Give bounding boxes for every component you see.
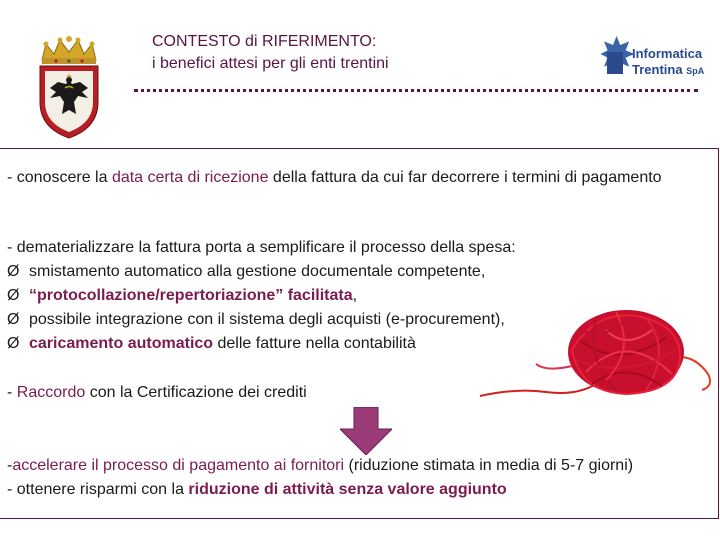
p4-prefix: -	[7, 457, 13, 474]
paragraph-raccordo	[7, 381, 307, 405]
p1-prefix: - conoscere la	[7, 169, 112, 186]
p3-prefix: -	[7, 384, 17, 401]
paragraph-benefici	[7, 454, 713, 502]
p4-suffix: (riduzione stimata in media di 5-7 giorni)	[344, 457, 634, 474]
logo-text	[632, 46, 704, 79]
header-divider	[134, 89, 698, 92]
p2-intro: - dematerializzare la fattura porta a semplificare il processo della spesa:	[7, 239, 516, 256]
p3-suffix: con la Certificazione dei crediti	[85, 384, 307, 401]
page-title	[152, 31, 389, 75]
p1-highlight: data certa di ricezione	[111, 169, 269, 186]
p3-highlight: Raccordo	[16, 384, 86, 401]
title-line-1: CONTESTO di RIFERIMENTO:	[152, 33, 377, 50]
coat-of-arms-icon	[36, 36, 102, 140]
bullet-arrow-icon: Ø	[7, 263, 20, 280]
bullet-text: ,	[352, 287, 358, 304]
title-line-2: i benefici attesi per gli enti trentini	[152, 55, 389, 72]
bullet-bold-text: caricamento automatico	[29, 335, 214, 352]
bullet-bold-text: “protocollazione/repertoriazione” facilitata	[29, 287, 353, 304]
bullet-text: smistamento automatico alla gestione documentale competente,	[29, 263, 486, 280]
tangled-yarn-image	[476, 300, 714, 410]
down-arrow-icon	[340, 407, 392, 455]
p4-line-2	[7, 478, 713, 502]
bullet-arrow-icon: Ø	[7, 287, 20, 304]
bullet-text: delle fatture nella contabilità	[213, 335, 416, 352]
bullet-arrow-icon: Ø	[7, 335, 20, 352]
p4-highlight: accelerare il processo di pagamento ai fornitori	[12, 457, 345, 474]
p1-suffix: della fattura da cui far decorrere i termini di pagamento	[268, 169, 662, 186]
bullet-smistamento	[7, 260, 697, 284]
bullet-text: possibile integrazione con il sistema degli acquisti (e-procurement),	[29, 311, 505, 328]
p4-line2-prefix: - ottenere risparmi con la	[7, 481, 189, 498]
paragraph-data-certa	[7, 166, 697, 190]
logo-line-1: Informatica	[632, 46, 703, 61]
logo-suffix: SpA	[686, 66, 705, 76]
p4-line-1	[7, 454, 713, 478]
logo-line-2: Trentina	[632, 62, 683, 77]
bullet-arrow-icon: Ø	[7, 311, 20, 328]
p4-line2-highlight: riduzione di attività senza valore aggiunto	[188, 481, 507, 498]
